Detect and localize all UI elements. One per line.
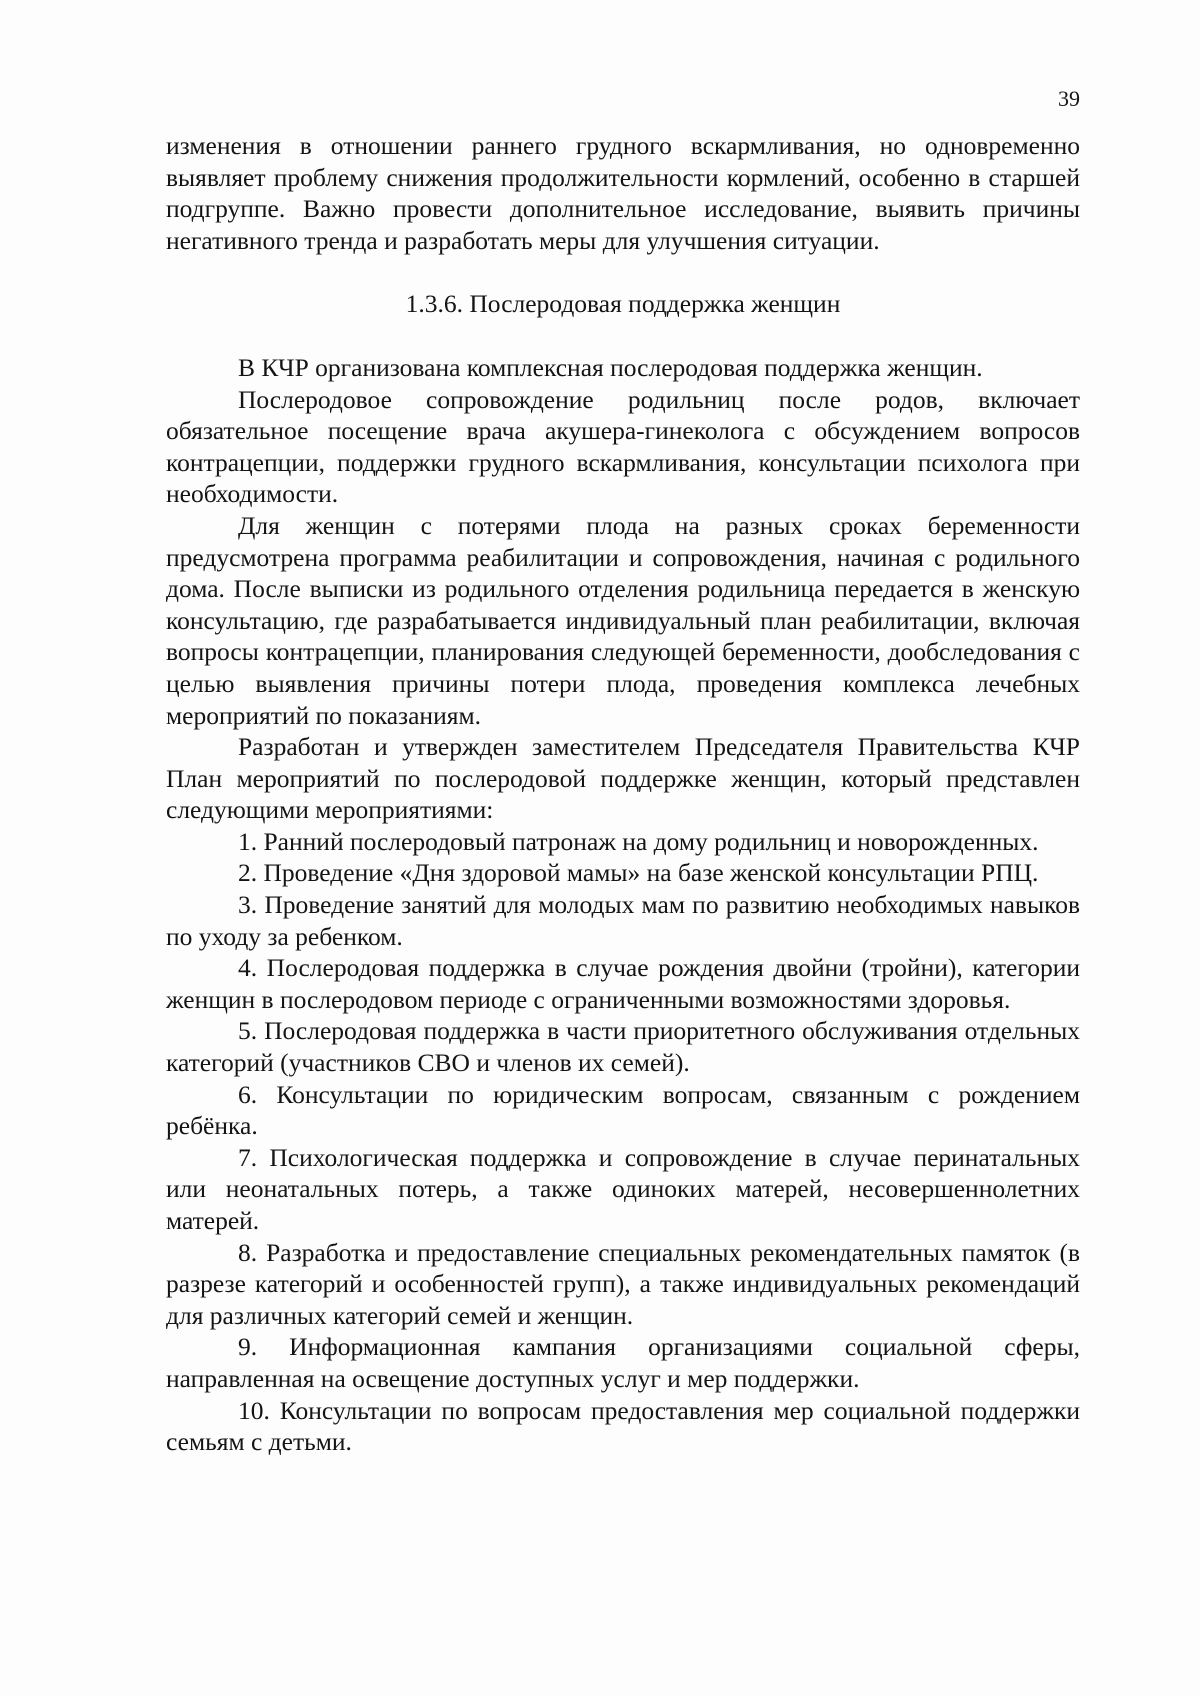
paragraph: Для женщин с потерями плода на разных сроках беременности предусмотрена программа реабилитации и сопровождения, начиная с родильного дома. После выписки из родильного отделения родильница передается в женскую консультацию, где разрабатывается индивидуальный план реабилитации, включая вопросы контрацепции, планирования следующей беременности, дообследования с целью выявления причины потери плода, проведения комплекса лечебных мероприятий по показаниям. bbox=[166, 510, 1080, 730]
list-item: 7. Психологическая поддержка и сопровождение в случае перинатальных или неонатальных потерь, а также одиноких матерей, несовершеннолетних матерей. bbox=[166, 1142, 1080, 1235]
list-item: 9. Информационная кампания организациями социальной сферы, направленная на освещение доступных услуг и мер поддержки. bbox=[166, 1332, 1080, 1393]
section-heading: 1.3.6. Послеродовая поддержка женщин bbox=[405, 289, 841, 319]
page-body bbox=[166, 130, 1080, 1458]
list-item: 5. Послеродовая поддержка в части приоритетного обслуживания отдельных категорий (участников СВО и членов их семей). bbox=[166, 1016, 1080, 1078]
intro-paragraph: изменения в отношении раннего грудного вскармливания, но одновременно выявляет проблему снижения продолжительности кормлений, особенно в старшей подгруппе. Важно провести дополнительное исследование, выявить причины негативного тренда и разработать меры для улучшения ситуации. bbox=[166, 131, 1080, 255]
list-item: 4. Послеродовая поддержка в случае рождения двойни (тройни), категории женщин в послеродовом периоде с ограниченными возможностями здоровья. bbox=[166, 953, 1080, 1014]
list-item: 10. Консультации по вопросам предоставления мер социальной поддержки семьям с детьми. bbox=[166, 1395, 1080, 1457]
list-item: 8. Разработка и предоставление специальных рекомендательных памяток (в разрезе категорий и особенностей групп), а также индивидуальных рекомендаций для различных категорий семей и женщин. bbox=[166, 1237, 1080, 1330]
page-number: 39 bbox=[1058, 86, 1080, 111]
list-item: 6. Консультации по юридическим вопросам, связанным с рождением ребёнка. bbox=[166, 1079, 1080, 1141]
list-item: 3. Проведение занятий для молодых мам по развитию необходимых навыков по уходу за ребенком. bbox=[166, 890, 1080, 951]
paragraph: Послеродовое сопровождение родильниц после родов, включает обязательное посещение врача акушера-гинеколога с обсуждением вопросов контрацепции, поддержки грудного вскармливания, консультации психолога при необходимости. bbox=[166, 384, 1080, 509]
list-item: 1. Ранний послеродовый патронаж на дому родильниц и новорожденных. bbox=[238, 826, 1039, 856]
list-item: 2. Проведение «Дня здоровой мамы» на базе женской консультации РПЦ. bbox=[238, 858, 1039, 888]
paragraph: Разработан и утвержден заместителем Председателя Правительства КЧР План мероприятий по послеродовой поддержке женщин, который представлен следующими мероприятиями: bbox=[166, 732, 1080, 825]
paragraph: В КЧР организована комплексная послеродовая поддержка женщин. bbox=[238, 352, 983, 382]
